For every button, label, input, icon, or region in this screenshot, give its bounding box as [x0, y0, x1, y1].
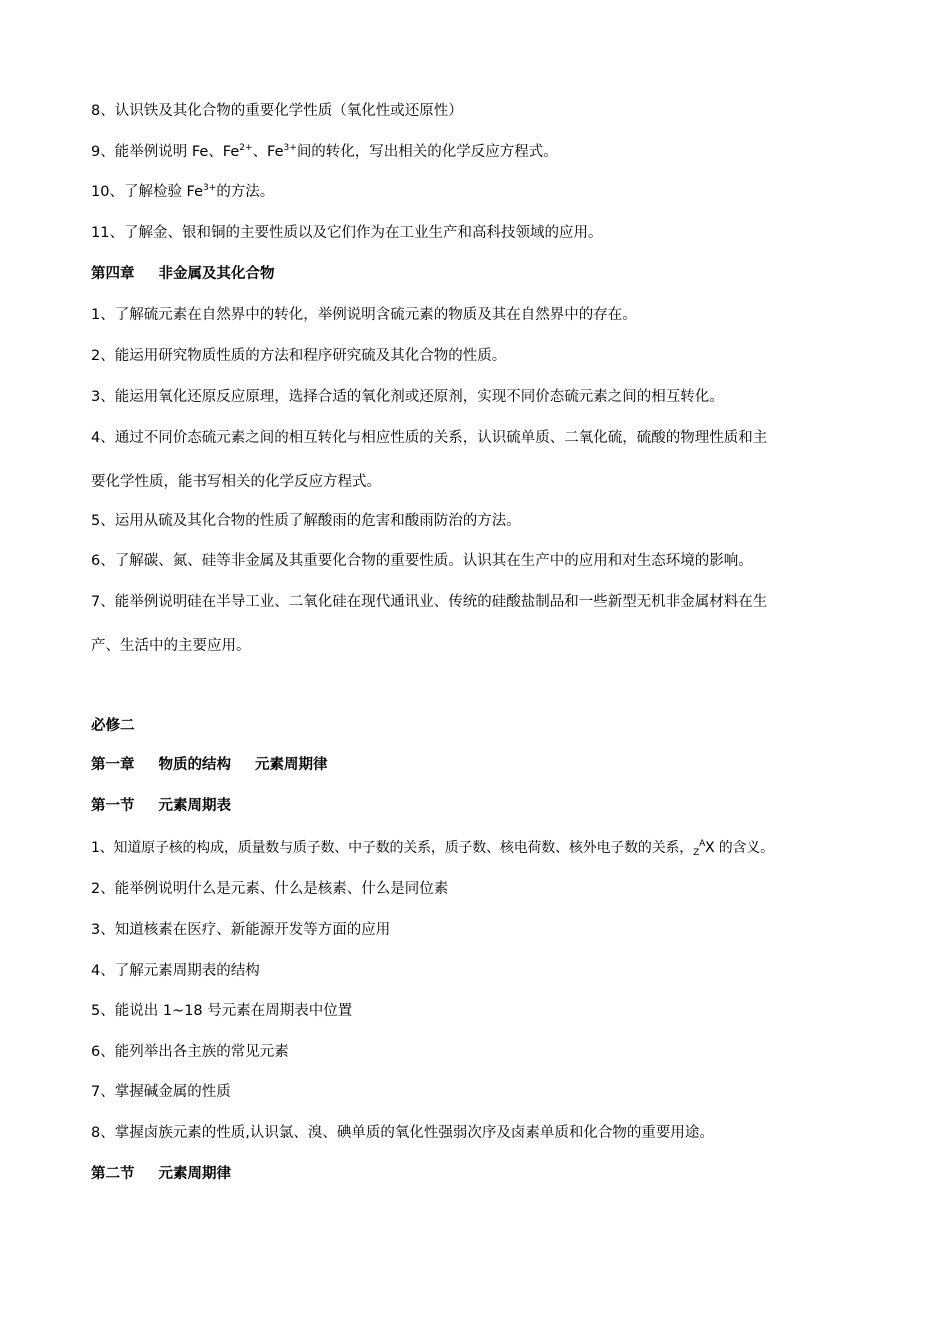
chapter1-title: 物质的结构 — [158, 757, 231, 773]
chapter1-heading — [91, 755, 328, 775]
section1-item-8: 8、掌握卤族元素的性质,认识氯、溴、碘单质的氧化性强弱次序及卤素单质和化合物的重要用途。 — [91, 1125, 714, 1141]
section1-item-1 — [91, 838, 774, 858]
section1-item-6: 6、能列举出各主族的常见元素 — [91, 1044, 289, 1060]
chapter4-item-2: 2、能运用研究物质性质的方法和程序研究硫及其化合物的性质。 — [91, 348, 507, 364]
section1-item-7: 7、掌握碱金属的性质 — [91, 1084, 231, 1100]
section1-item-3: 3、知道核素在医疗、新能源开发等方面的应用 — [91, 922, 391, 938]
section1-heading — [91, 796, 231, 816]
section1-number: 第一节 — [91, 798, 135, 814]
section1-item-5: 5、能说出 1~18 号元素在周期表中位置 — [91, 1003, 353, 1019]
chapter4-item-4-cont: 要化学性质，能书写相关的化学反应方程式。 — [91, 474, 381, 490]
chapter1-number: 第一章 — [91, 757, 135, 773]
item10-suffix: 的方法。 — [216, 184, 275, 200]
item-iron-8: 8、认识铁及其化合物的重要化学性质（氧化性或还原性） — [91, 103, 463, 119]
item9-sup2: 3+ — [283, 143, 297, 153]
chapter4-item-6: 6、了解碳、氮、硅等非金属及其重要化合物的重要性质。认识其在生产中的应用和对生态环境的影响。 — [91, 553, 753, 569]
item-iron-10 — [91, 182, 274, 202]
item1-symbol: X — [705, 840, 715, 856]
item10-prefix: 10、了解检验 Fe — [91, 184, 204, 200]
chapter4-item-5: 5、运用从硫及其化合物的性质了解酸雨的危害和酸雨防治的方法。 — [91, 513, 521, 529]
item-iron-9 — [91, 142, 558, 162]
item9-prefix: 9、能举例说明 Fe、Fe — [91, 144, 240, 160]
item9-sup1: 2+ — [239, 143, 253, 153]
section1-title: 元素周期表 — [158, 798, 231, 814]
section2-title: 元素周期律 — [158, 1166, 231, 1182]
chapter4-title: 非金属及其化合物 — [158, 266, 275, 282]
item9-suffix: 间的转化，写出相关的化学反应方程式。 — [296, 144, 558, 160]
chapter4-item-7: 7、能举例说明硅在半导工业、二氧化硅在现代通讯业、传统的硅酸盐制品和一些新型无机非金属材料在生 — [91, 594, 768, 610]
chapter4-item-7-cont: 产、生活中的主要应用。 — [91, 638, 251, 654]
item1-sup: A — [699, 839, 706, 849]
chapter4-item-3: 3、能运用氧化还原反应原理，选择合适的氧化剂或还原剂，实现不同价态硫元素之间的相互转化。 — [91, 389, 724, 405]
chapter4-item-4: 4、通过不同价态硫元素之间的相互转化与相应性质的关系，认识硫单质、二氧化硫，硫酸的物理性质和主 — [91, 430, 768, 446]
compulsory2-title: 必修二 — [91, 718, 135, 734]
chapter4-item-1: 1、了解硫元素在自然界中的转化，举例说明含硫元素的物质及其在自然界中的存在。 — [91, 307, 637, 323]
chapter1-subtitle: 元素周期律 — [255, 757, 328, 773]
chapter4-heading — [91, 264, 275, 284]
section1-item-4: 4、了解元素周期表的结构 — [91, 963, 260, 979]
section2-heading — [91, 1164, 231, 1184]
item1-sub: Z — [693, 848, 700, 858]
item1-suffix: 的含义。 — [714, 840, 774, 856]
section2-number: 第二节 — [91, 1166, 135, 1182]
item-iron-11: 11、了解金、银和铜的主要性质以及它们作为在工业生产和高科技领域的应用。 — [91, 225, 603, 241]
item9-mid: 、Fe — [252, 144, 284, 160]
chapter4-number: 第四章 — [91, 266, 135, 282]
section1-item-2: 2、能举例说明什么是元素、什么是核素、什么是同位素 — [91, 881, 449, 897]
item10-sup: 3+ — [203, 183, 217, 193]
item1-prefix: 1、知道原子核的构成，质量数与质子数、中子数的关系，质子数、核电荷数、核外电子数的关系， — [91, 840, 694, 856]
